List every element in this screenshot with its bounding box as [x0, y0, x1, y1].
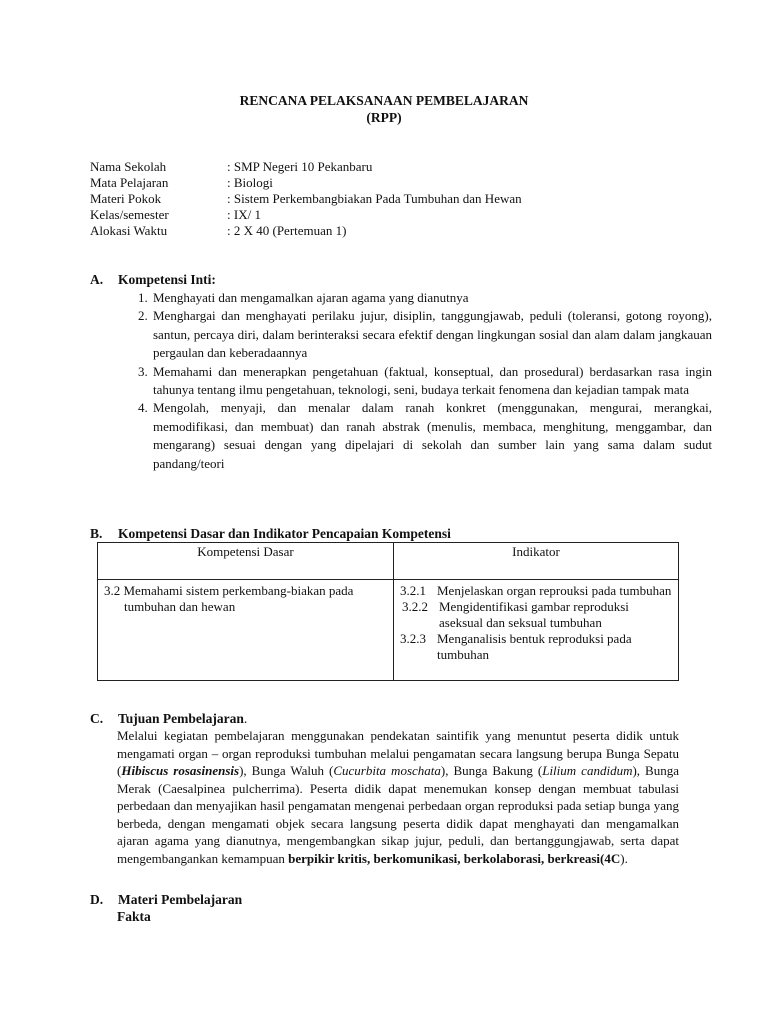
identity-label: Materi Pokok [90, 191, 162, 206]
identity-label: Mata Pelajaran [90, 175, 169, 190]
indicator-item [400, 583, 672, 599]
indicator-code: 3.2.3 [400, 631, 426, 646]
list-item: 1. Menghayati dan mengamalkan ajaran agama yang dianutnya [151, 289, 712, 307]
identity-value: : Sistem Perkembangbiakan Pada Tumbuhan dan Hewan [227, 191, 522, 206]
table-header-kd: Kompetensi Dasar [98, 543, 394, 580]
list-item: 3. Memahami dan menerapkan pengetahuan (faktual, konseptual, dan prosedural) berdasarkan rasa ingin tahunya tentang ilmu pengetahuan, teknologi, seni, budaya terkait fenomena dan kejadian tampak mata [151, 363, 712, 400]
indicator-text: Menjelaskan organ reprouksi pada tumbuhan [437, 583, 672, 598]
kompetensi-inti-list [118, 289, 712, 473]
identity-label: Alokasi Waktu [90, 223, 168, 238]
tujuan-text: Melalui kegiatan pembelajaran menggunakan pendekatan saintifik yang menuntut peserta didik untuk mengamati organ – organ reproduksi tumbuhan melalui pengamatan secara langsung berupa Bunga Sepatu ( [117, 728, 679, 778]
identity-block [90, 159, 690, 239]
tujuan-text: ), Bunga Bakung ( [440, 763, 543, 778]
section-title: Kompetensi Inti: [118, 272, 216, 287]
section-a-heading [90, 272, 216, 288]
document-subtitle: (RPP) [366, 110, 402, 125]
competency-table [97, 542, 679, 681]
list-item: 2. Menghargai dan menghayati perilaku jujur, disiplin, tanggungjawab, peduli (toleransi, gotong royong), santun, percaya diri, dalam berinteraksi secara efektif dengan lingkungan sosial dan alam dalam jangkauan pergaulan dan keberadaannya [151, 307, 712, 362]
identity-label: Nama Sekolah [90, 159, 167, 174]
section-title: Tujuan Pembelajaran [118, 711, 244, 726]
identity-label: Kelas/semester [90, 207, 169, 222]
tujuan-text: ), Bunga Merak (Caesalpinea pulcherrima). Peserta didik dapat menemukan konsep dengan membuat tabulasi perbedaan dan menyajikan hasil pengamatan mengenai perbedaan organ reproduksi pada setiap bunga yang berbeda, dengan mengamati objek secara langsung peserta didik dapat menghayati dan mengamalkan ajaran agama yang dianutnya, mengembangkan sikap jujur, peduli, dan bertanggungjawab, serta dapat mengembangankan kemampuan [117, 763, 679, 866]
section-c-heading [90, 711, 247, 727]
indicator-code: 3.2.2 [402, 599, 428, 614]
indicator-text: Menganalisis bentuk reproduksi pada tumbuhan [437, 631, 632, 662]
table-row [98, 580, 679, 681]
species-name: Lilium candidum [542, 763, 633, 778]
indicator-text: Mengidentifikasi gambar reproduksi aseksual dan seksual tumbuhan [439, 599, 629, 630]
list-item: 4. Mengolah, menyaji, dan menalar dalam ranah konkret (menggunakan, mengurai, merangkai, memodifikasi, dan membuat) dan ranah abstrak (menulis, membaca, menghitung, menggambar, dan mengarang) sesuai dengan yang dipelajari di sekolah dan sumber lain yang sama dalam sudut pandang/teori [151, 399, 712, 473]
section-letter: C. [90, 711, 104, 726]
tujuan-paragraph [117, 727, 679, 867]
section-letter: B. [90, 526, 103, 541]
skills-4c: berpikir kritis, berkomunikasi, berkolaborasi, berkreasi(4C [288, 850, 621, 866]
table-header-indicator: Indikator [394, 543, 679, 580]
kd-text: 3.2 Memahami sistem perkembang-biakan pada tumbuhan dan hewan [104, 583, 354, 614]
species-name: Cucurbita moschata [333, 763, 441, 778]
indicator-code: 3.2.1 [400, 583, 426, 598]
table-cell-indicators [394, 580, 679, 681]
identity-row-subject [90, 175, 690, 191]
table-cell-kd [98, 580, 394, 681]
identity-value: : SMP Negeri 10 Pekanbaru [227, 159, 373, 174]
species-name: Hibiscus rosasinensis [121, 763, 240, 778]
subsection-fakta: Fakta [117, 909, 151, 924]
table-header-row [98, 543, 679, 580]
identity-row-topic [90, 191, 690, 207]
section-letter: A. [90, 272, 104, 287]
identity-value: : Biologi [227, 175, 273, 190]
identity-value: : 2 X 40 (Pertemuan 1) [227, 223, 347, 238]
tujuan-text: ). [620, 850, 628, 866]
section-title: Materi Pembelajaran [118, 892, 243, 907]
section-d-heading [90, 892, 242, 908]
section-letter: D. [90, 892, 104, 907]
section-b-heading [90, 526, 451, 542]
identity-row-class [90, 207, 690, 223]
indicator-item [400, 631, 672, 663]
document-title: RENCANA PELAKSANAAN PEMBELAJARAN [239, 93, 529, 108]
indicator-item [402, 599, 672, 631]
section-title: Kompetensi Dasar dan Indikator Pencapaian Kompetensi [118, 526, 451, 541]
identity-row-school [90, 159, 690, 175]
section-title-suffix: . [243, 711, 248, 726]
identity-row-time [90, 223, 690, 239]
tujuan-text: ), Bunga Waluh ( [239, 763, 334, 778]
identity-value: : IX/ 1 [227, 207, 261, 222]
